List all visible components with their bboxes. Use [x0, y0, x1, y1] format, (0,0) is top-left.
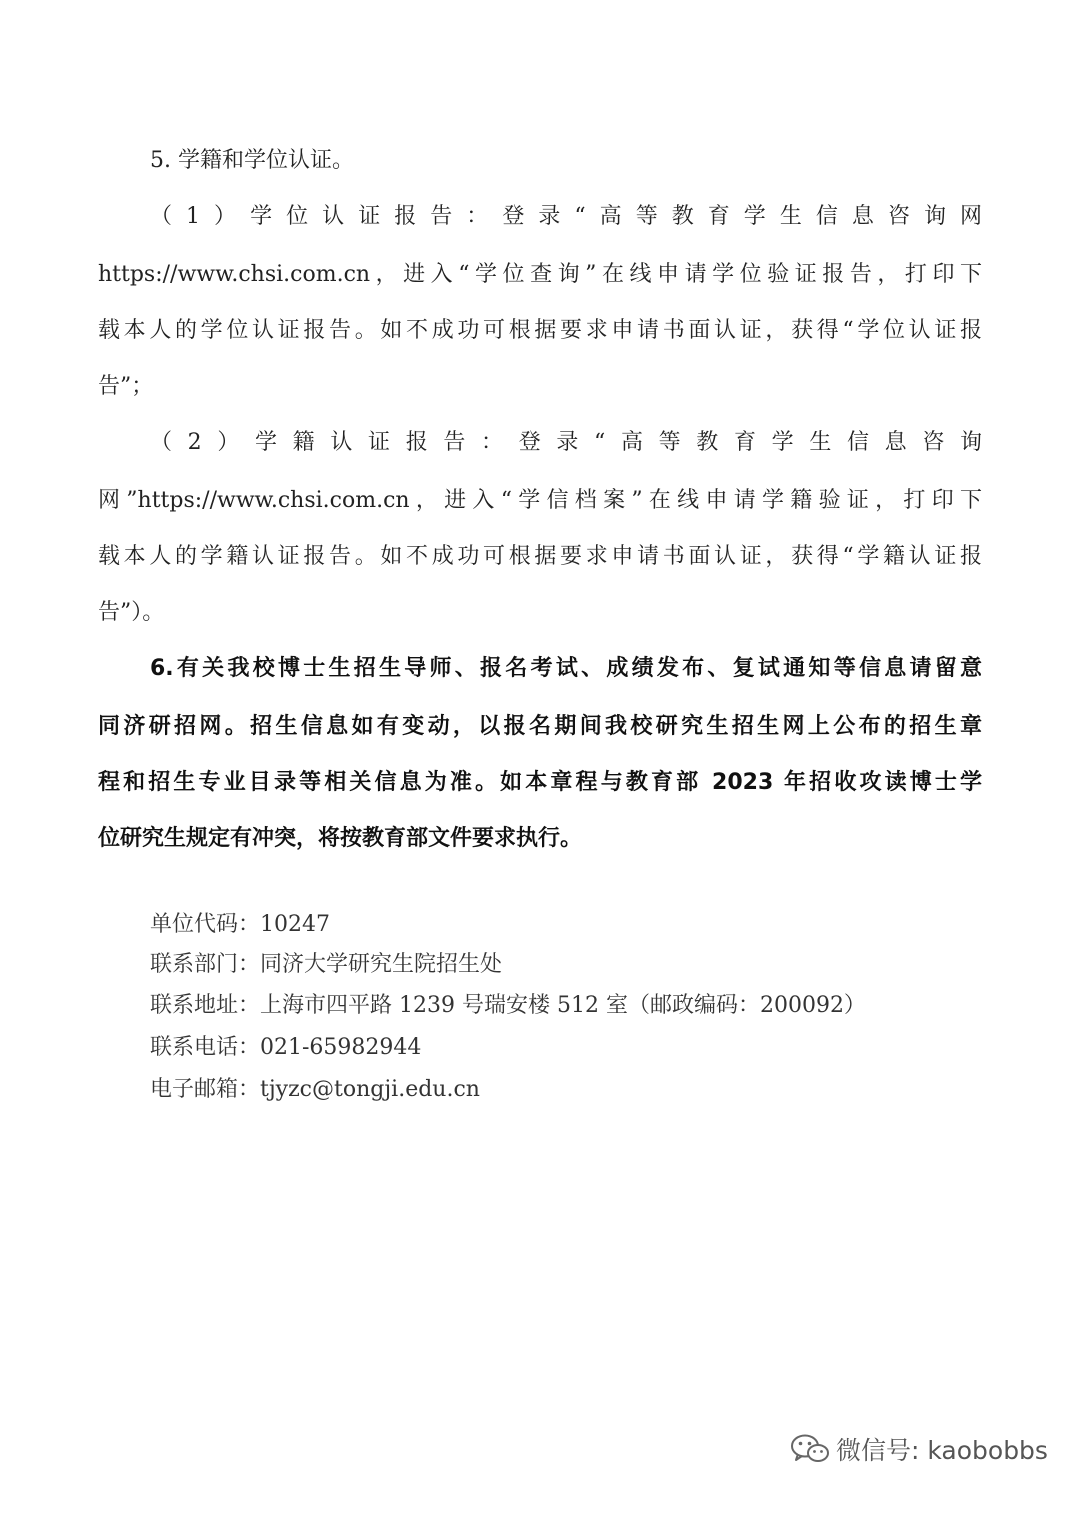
- section5-heading: 5. 学籍和学位认证。: [150, 148, 354, 173]
- item2-line1: （2）学籍认证报告：登录“高等教育学生信息咨询: [150, 430, 982, 455]
- wechat-watermark: [790, 1431, 1048, 1467]
- item2-line4: 告”）。: [98, 600, 165, 625]
- contact-address: 联系地址：上海市四平路 1239 号瑞安楼 512 室（邮政编码：200092）: [150, 993, 866, 1018]
- section6-line1: 6.有关我校博士生招生导师、报名考试、成绩发布、复试通知等信息请留意: [150, 656, 982, 681]
- item1-line4: 告”；: [98, 374, 154, 399]
- contact-email: 电子邮箱：tjyzc@tongji.edu.cn: [150, 1077, 480, 1102]
- item2-line2: 网”https://www.chsi.com.cn，进入“学信档案”在线申请学籍验证，打印下: [98, 488, 982, 513]
- item1-line1: （1）学位认证报告：登录“高等教育学生信息咨询网: [150, 204, 982, 229]
- contact-department: 联系部门：同济大学研究生院招生处: [150, 952, 503, 977]
- contact-unit-code: 单位代码：10247: [150, 912, 330, 937]
- wechat-icon: [790, 1432, 830, 1466]
- watermark-text: 微信号: kaobobbs: [836, 1436, 1048, 1465]
- item1-line3: 载本人的学位认证报告。如不成功可根据要求申请书面认证，获得“学位认证报: [98, 318, 982, 343]
- section6-line3: 程和招生专业目录等相关信息为准。如本章程与教育部 2023 年招收攻读博士学: [98, 770, 982, 795]
- section6-line2: 同济研招网。招生信息如有变动，以报名期间我校研究生招生网上公布的招生章: [98, 714, 982, 739]
- contact-phone: 联系电话：021-65982944: [150, 1035, 422, 1060]
- section6-line4: 位研究生规定有冲突，将按教育部文件要求执行。: [98, 826, 583, 851]
- item1-line2: https://www.chsi.com.cn，进入“学位查询”在线申请学位验证报告，打印下: [98, 262, 982, 287]
- item2-line3: 载本人的学籍认证报告。如不成功可根据要求申请书面认证，获得“学籍认证报: [98, 544, 982, 569]
